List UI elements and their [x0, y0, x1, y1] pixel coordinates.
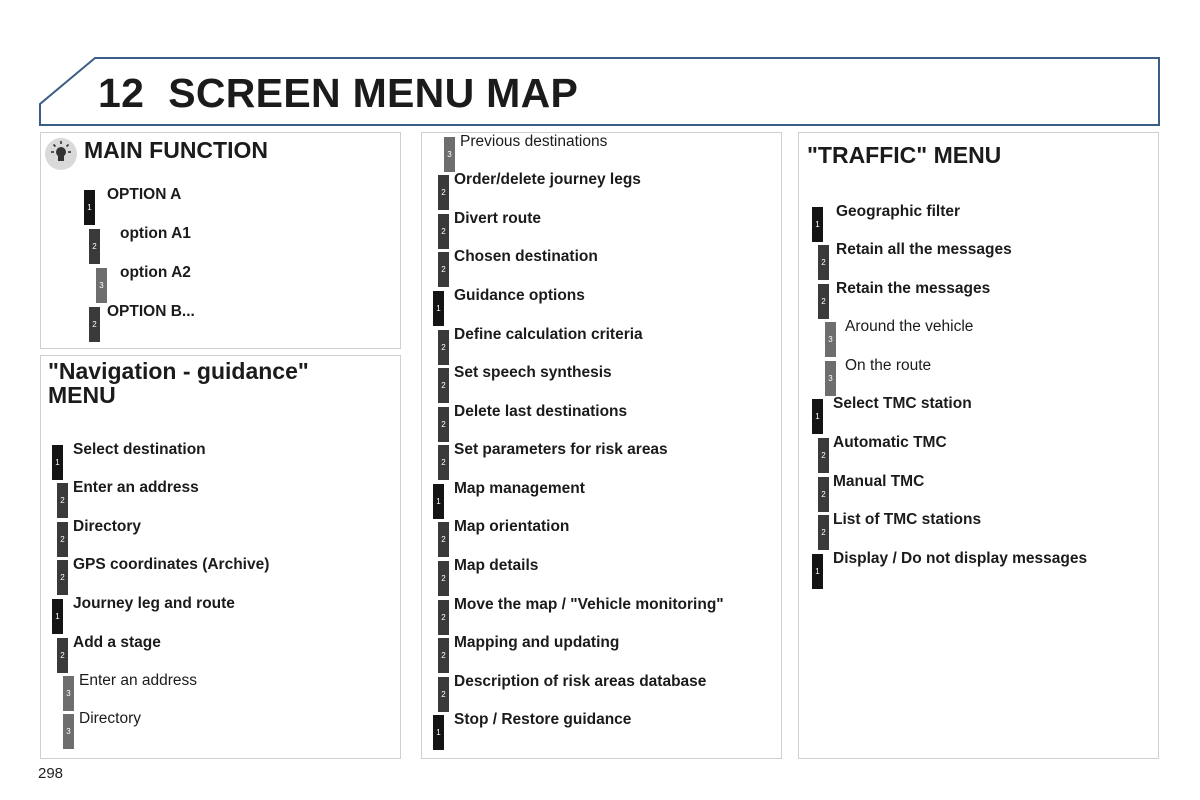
menu-item-label: Directory: [73, 518, 142, 535]
navigation-title: [48, 359, 309, 407]
level-badge: 1: [812, 554, 823, 589]
menu-item-label: Map management: [454, 480, 585, 497]
level-badge: 2: [438, 561, 449, 596]
menu-item-label: Previous destinations: [460, 133, 608, 150]
menu-item-label: Journey leg and route: [73, 595, 235, 612]
menu-item-label: Select destination: [73, 441, 206, 458]
legend-title: MAIN FUNCTION: [84, 137, 268, 163]
menu-item-label: Stop / Restore guidance: [454, 711, 632, 728]
level-badge: 2: [438, 445, 449, 480]
menu-item-label: GPS coordinates (Archive): [73, 556, 270, 573]
legend-item-label: option A2: [120, 264, 191, 281]
level-badge: 2: [438, 330, 449, 365]
level-badge: 2: [89, 229, 100, 264]
chapter-number: 12: [98, 70, 145, 116]
menu-item-label: Automatic TMC: [833, 434, 947, 451]
menu-item-label: Set speech synthesis: [454, 364, 612, 381]
level-badge: 1: [433, 291, 444, 326]
legend-item-label: option A1: [120, 225, 191, 242]
navigation-title-line2: MENU: [48, 382, 116, 408]
level-badge: 1: [812, 207, 823, 242]
level-badge: 1: [812, 399, 823, 434]
menu-item-label: Display / Do not display messages: [833, 550, 1088, 567]
menu-item-label: List of TMC stations: [833, 511, 982, 528]
menu-item-label: Order/delete journey legs: [454, 171, 641, 188]
level-badge: 2: [438, 368, 449, 403]
level-badge: 2: [818, 245, 829, 280]
menu-item-label: On the route: [845, 357, 932, 374]
level-badge: 1: [433, 484, 444, 519]
level-badge: 2: [818, 515, 829, 550]
menu-item-label: Enter an address: [73, 479, 199, 496]
level-badge: 3: [63, 676, 74, 711]
menu-item-label: Geographic filter: [836, 203, 961, 220]
menu-item-label: Around the vehicle: [845, 318, 974, 335]
level-badge: 3: [444, 137, 455, 172]
menu-item-label: Retain the messages: [836, 280, 991, 297]
chapter-title: [98, 70, 578, 117]
level-badge: 2: [818, 477, 829, 512]
level-badge: 3: [63, 714, 74, 749]
navigation-title-line1: "Navigation - guidance": [48, 358, 309, 384]
menu-item-label: Retain all the messages: [836, 241, 1012, 258]
traffic-title: "TRAFFIC" MENU: [807, 142, 1002, 168]
level-badge: 2: [438, 522, 449, 557]
level-badge: 2: [438, 638, 449, 673]
level-badge: 2: [89, 307, 100, 342]
level-badge: 2: [438, 600, 449, 635]
chapter-title-text: SCREEN MENU MAP: [168, 70, 579, 116]
menu-item-label: Move the map / "Vehicle monitoring": [454, 596, 724, 613]
level-badge: 1: [52, 445, 63, 480]
level-badge: 1: [52, 599, 63, 634]
menu-item-label: Chosen destination: [454, 248, 598, 265]
level-badge: 1: [84, 190, 95, 225]
menu-item-label: Select TMC station: [833, 395, 972, 412]
menu-item-label: Mapping and updating: [454, 634, 620, 651]
menu-item-label: Enter an address: [79, 672, 198, 689]
level-badge: 2: [438, 677, 449, 712]
menu-item-label: Define calculation criteria: [454, 326, 643, 343]
level-badge: 2: [57, 483, 68, 518]
legend-item-label: OPTION A: [107, 186, 182, 203]
level-badge: 2: [818, 284, 829, 319]
level-badge: 2: [57, 638, 68, 673]
menu-item-label: Manual TMC: [833, 473, 925, 490]
level-badge: 2: [438, 214, 449, 249]
menu-item-label: Map details: [454, 557, 539, 574]
menu-item-label: Divert route: [454, 210, 541, 227]
level-badge: 2: [57, 522, 68, 557]
level-badge: 1: [433, 715, 444, 750]
level-badge: 2: [57, 560, 68, 595]
menu-item-label: Guidance options: [454, 287, 585, 304]
level-badge: 3: [825, 322, 836, 357]
legend-item-label: OPTION B...: [107, 303, 195, 320]
menu-item-label: Directory: [79, 710, 142, 727]
menu-item-label: Add a stage: [73, 634, 161, 651]
lightbulb-settings-icon: [44, 137, 78, 171]
level-badge: 2: [438, 252, 449, 287]
level-badge: 2: [438, 175, 449, 210]
level-badge: 2: [438, 407, 449, 442]
page-number: 298: [38, 765, 64, 782]
level-badge: 2: [818, 438, 829, 473]
menu-item-label: Delete last destinations: [454, 403, 628, 420]
menu-item-label: Map orientation: [454, 518, 570, 535]
menu-item-label: Set parameters for risk areas: [454, 441, 668, 458]
level-badge: 3: [825, 361, 836, 396]
menu-item-label: Description of risk areas database: [454, 673, 707, 690]
level-badge: 3: [96, 268, 107, 303]
